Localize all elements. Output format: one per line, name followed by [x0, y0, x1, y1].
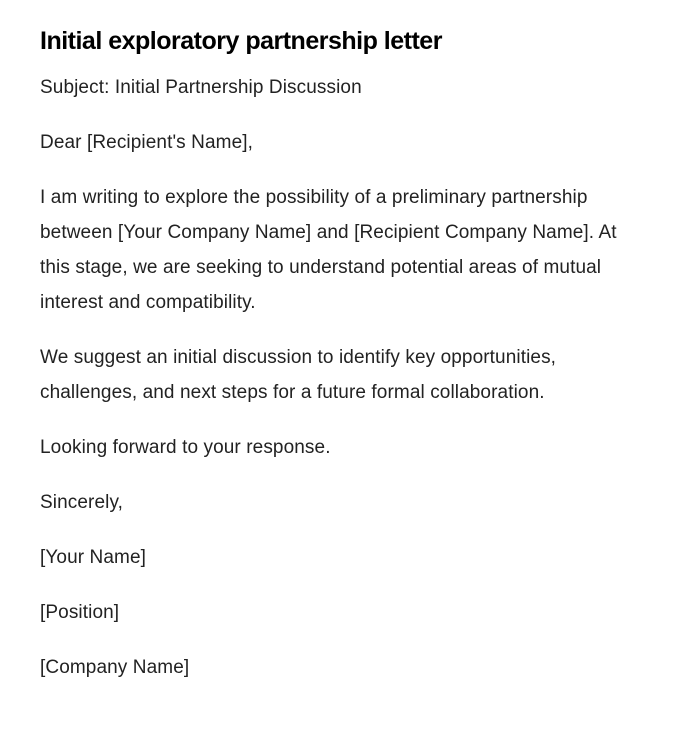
signature-position: [Position]	[40, 602, 120, 623]
signature-name: [Your Name]	[40, 547, 147, 568]
greeting: Dear [Recipient's Name],	[40, 132, 253, 153]
subject-line: Subject: Initial Partnership Discussion	[40, 77, 362, 98]
document-title: Initial exploratory partnership letter	[40, 27, 442, 55]
letter-document	[40, 24, 640, 705]
body-paragraph-1: I am writing to explore the possibility of a preliminary partnership between [Your Company Name] and [Recipient Company Name]. At this stage, we are seeking to understand potential areas of mutual interest and compatibility.	[40, 187, 617, 313]
closing-line: Looking forward to your response.	[40, 437, 331, 458]
body-paragraph-2: We suggest an initial discussion to identify key opportunities, challenges, and next steps for a future formal collaboration.	[40, 347, 557, 403]
sign-off: Sincerely,	[40, 492, 124, 513]
signature-company: [Company Name]	[40, 657, 190, 678]
